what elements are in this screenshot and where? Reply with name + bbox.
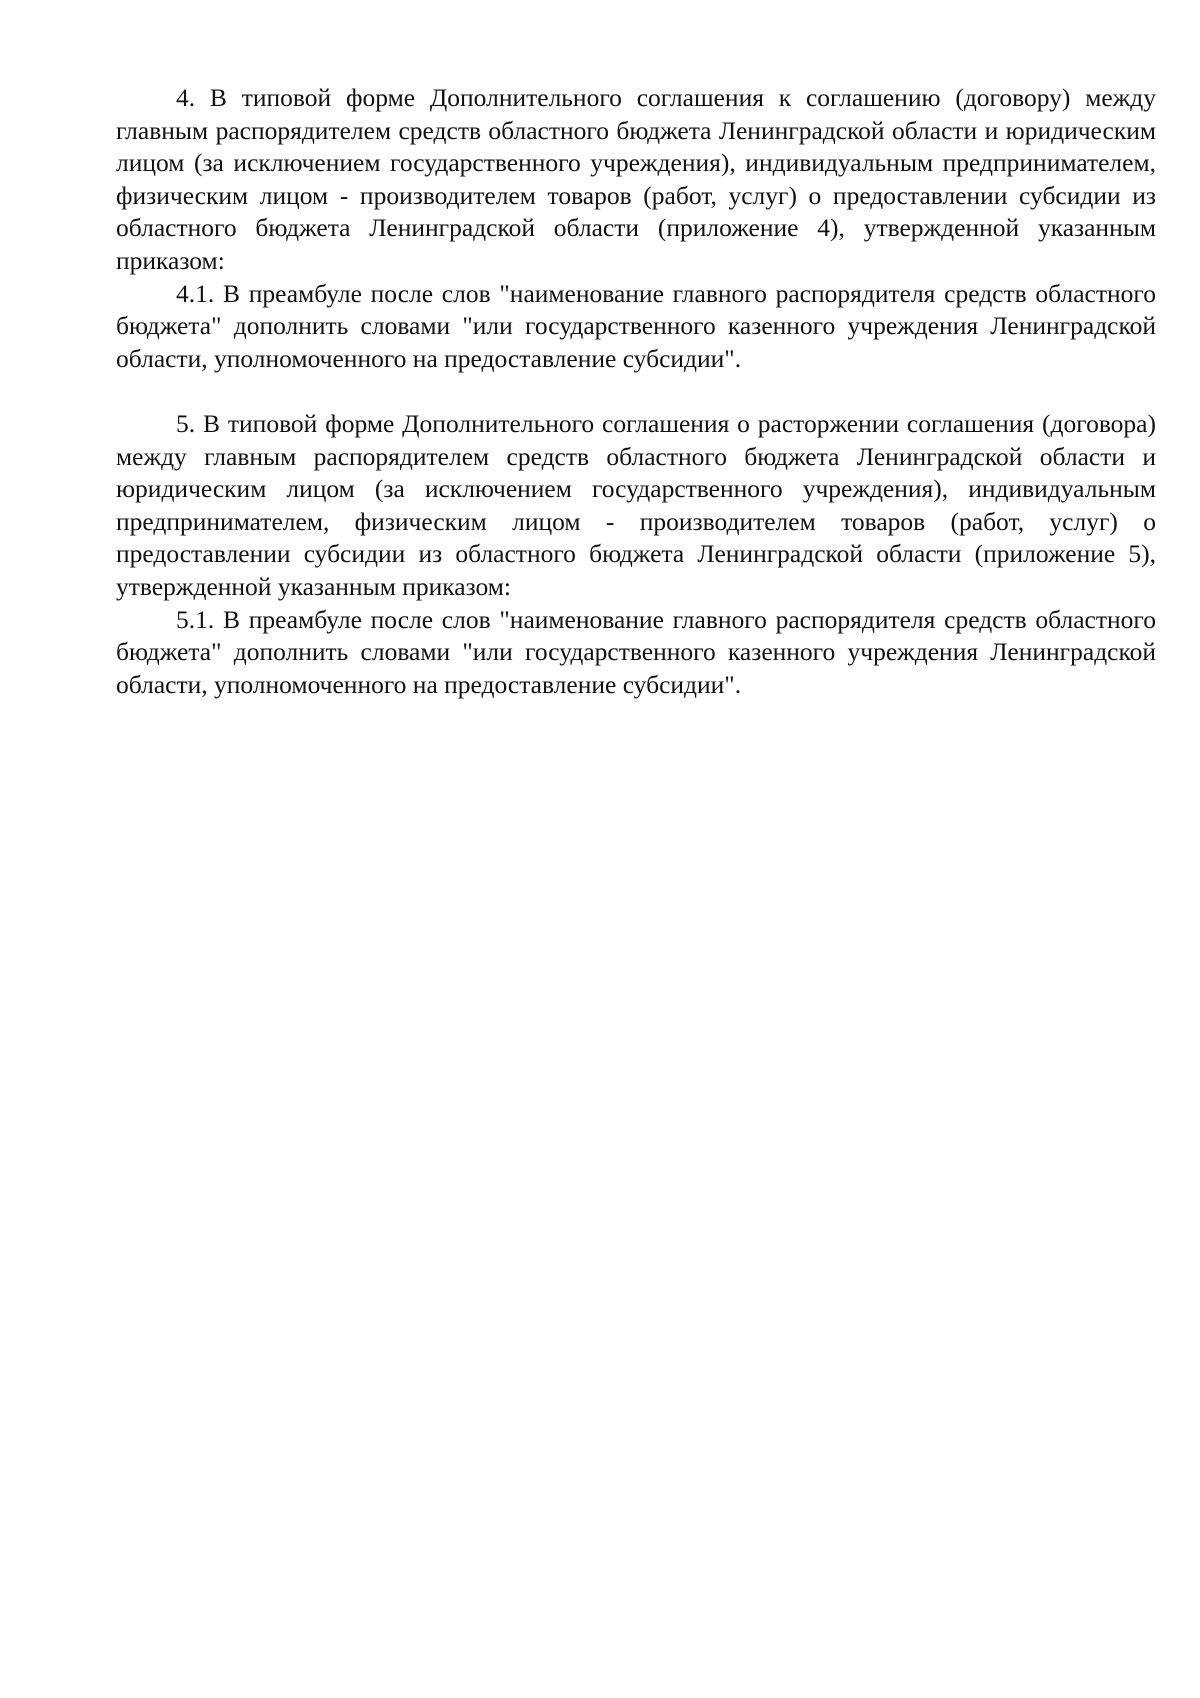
paragraph-item-5-1: 5.1. В преамбуле после слов "наименование главного распорядителя средств областного бюджета" дополнить словами "или государственного казенного учреждения Ленинградской области, уполномоченного на предоставление субсидии". <box>116 604 1156 699</box>
paragraph-item-4: 4. В типовой форме Дополнительного соглашения к соглашению (договору) между главным распорядителем средств областного бюджета Ленинградской области и юридическим лицом (за исключением государственного учреждения), индивидуальным предпринимателем, физическим лицом - производителем товаров (работ, услуг) о предоставлении субсидии из областного бюджета Ленинградской области (приложение 4), утвержденной указанным приказом: <box>116 83 1156 275</box>
paragraph-item-4-1: 4.1. В преамбуле после слов "наименование главного распорядителя средств областного бюджета" дополнить словами "или государственного казенного учреждения Ленинградской области, уполномоченного на предоставление субсидии". <box>116 278 1156 373</box>
document-body <box>116 82 1156 701</box>
paragraph-spacer <box>116 375 1156 408</box>
paragraph-item-5: 5. В типовой форме Дополнительного соглашения о расторжении соглашения (договора) между главным распорядителем средств областного бюджета Ленинградской области и юридическим лицом (за исключением государственного учреждения), индивидуальным предпринимателем, физическим лицом - производителем товаров (работ, услуг) о предоставлении субсидии из областного бюджета Ленинградской области (приложение 5), утвержденной указанным приказом: <box>116 408 1156 601</box>
